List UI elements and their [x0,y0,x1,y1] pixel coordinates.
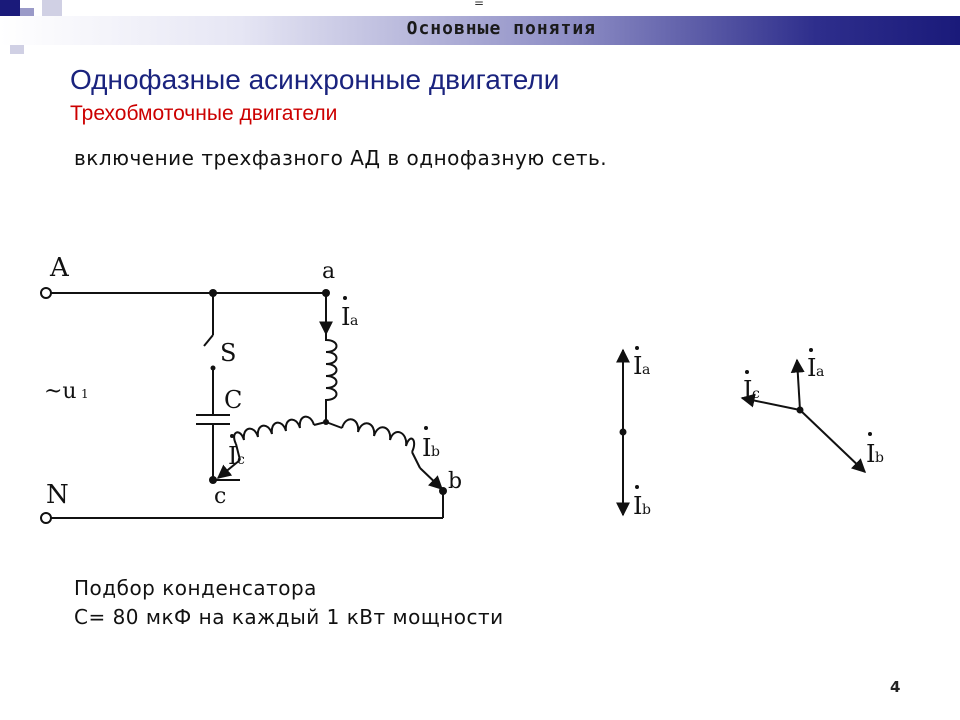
phasor-star-ib-dot [868,432,872,436]
current-a-sub: a [350,313,359,329]
terminal-A-dot [41,288,51,298]
phasor-line-ib-label: I [633,492,643,520]
phasor-line-origin [620,429,627,436]
phasor-line-ia-sub: a [642,362,651,378]
winding-a [326,334,337,420]
note-line-2: С= 80 мкФ на каждый 1 кВт мощности [74,605,504,629]
phasor-line-ia-dot [635,346,639,350]
node-a-label: a [322,259,336,284]
terminal-N-label: N [46,480,69,510]
source-subscript: 1 [81,387,89,401]
phasor-star-ib-arrow [800,410,865,472]
line-A [50,293,326,334]
phasor-line-ib-sub: b [642,502,651,518]
node-c-dot [209,476,217,484]
corner-mark: = [474,0,485,10]
current-b-sub: b [431,444,440,460]
source-label: ~u [44,379,77,404]
slide-subtitle: Трехобмоточные двигатели [70,102,338,125]
phasor-star-ib-sub: b [875,450,884,466]
phasor-star-diagram [742,360,865,472]
line-N [50,491,443,518]
current-a-dot [343,296,347,300]
intro-text: включение трехфазного АД в однофазную сеть. [74,146,608,170]
slide-title: Однофазные асинхронные двигатели [70,64,560,95]
current-b-label: I [422,434,432,462]
phasor-star-ia-dot [809,348,813,352]
phasor-star-ic-label: I [743,376,753,404]
page-number: 4 [890,678,901,696]
current-c-label: I [228,442,238,470]
current-c-sub: c [237,452,245,468]
phasor-star-ic-dot [745,370,749,374]
phasor-star-origin [797,407,804,414]
current-c-dot [230,434,234,438]
switch-label: S [220,339,237,367]
phasor-star-ic-sub: c [752,386,760,402]
note-line-1: Подбор конденсатора [74,576,317,600]
phasor-star-ib-label: I [866,440,876,468]
phasor-star-ia-label: I [807,354,817,382]
terminal-N-dot [41,513,51,523]
node-b-label: b [448,469,463,494]
current-a-label: I [341,303,351,331]
phasor-line-ib-dot [635,485,639,489]
phasor-star-ia-arrow [797,360,800,410]
node-a-dot [322,289,330,297]
node-c-label: c [214,484,227,509]
section-title: Основные понятия [406,18,596,39]
switch-contact [211,366,216,371]
phasor-star-ia-sub: a [816,364,825,380]
capacitor-label: C [224,386,243,414]
current-b-dot [424,426,428,430]
switch-lever [204,335,213,346]
phasor-line-ia-label: I [633,352,643,380]
terminal-A-label: A [50,253,69,283]
